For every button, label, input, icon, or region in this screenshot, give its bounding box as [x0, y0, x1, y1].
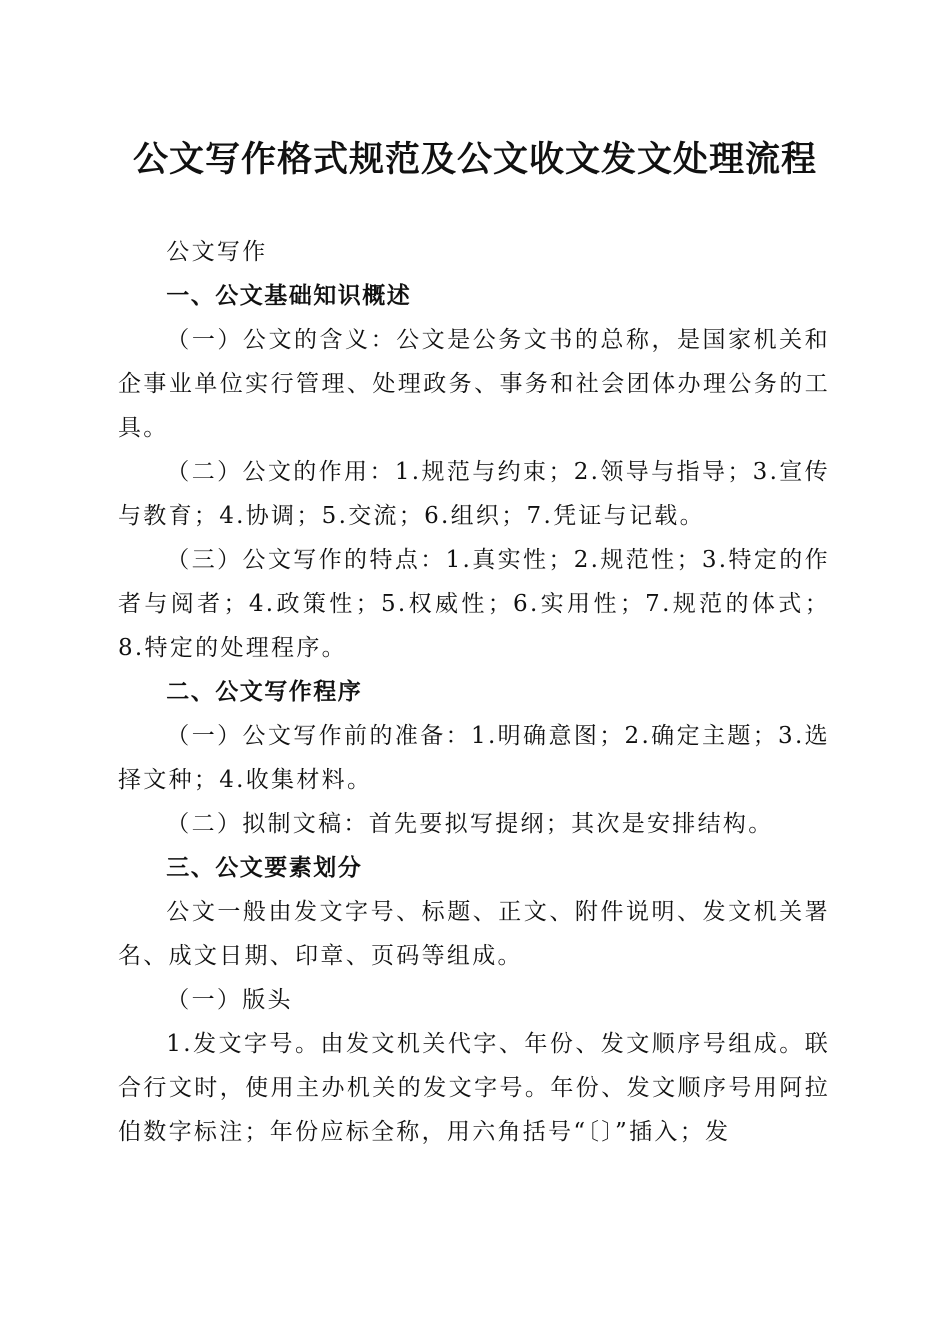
paragraph: （二）拟制文稿：首先要拟写提纲；其次是安排结构。: [166, 811, 774, 837]
document-body: [118, 230, 830, 1154]
subsection-label: （一）版头: [166, 987, 293, 1013]
paragraph: 1.发文字号。由发文机关代字、年份、发文顺序号组成。联合行文时，使用主办机关的发文字号。年份、发文顺序号用阿拉伯数字标注；年份应标全称，用六角括号“〔〕”插入；发: [118, 1031, 830, 1145]
paragraph: （三）公文写作的特点：1.真实性；2.规范性；3.特定的作者与阅者；4.政策性；5.权威性；6.实用性；7.规范的体式；8.特定的处理程序。: [118, 547, 830, 661]
paragraph: （一）公文的含义：公文是公务文书的总称，是国家机关和企事业单位实行管理、处理政务、事务和社会团体办理公务的工具。: [118, 327, 830, 441]
paragraph: 公文一般由发文字号、标题、正文、附件说明、发文机关署名、成文日期、印章、页码等组成。: [118, 899, 830, 969]
section-label: 公文写作: [166, 239, 268, 265]
section-heading: 二、公文写作程序: [166, 679, 363, 705]
section-heading: 三、公文要素划分: [166, 855, 363, 881]
document-title: 公文写作格式规范及公文收文发文处理流程: [132, 139, 817, 180]
paragraph: （二）公文的作用：1.规范与约束；2.领导与指导；3.宣传与教育；4.协调；5.交流；6.组织；7.凭证与记载。: [118, 459, 830, 529]
paragraph: （一）公文写作前的准备：1.明确意图；2.确定主题；3.选择文种；4.收集材料。: [118, 723, 830, 793]
section-heading: 一、公文基础知识概述: [166, 283, 412, 309]
